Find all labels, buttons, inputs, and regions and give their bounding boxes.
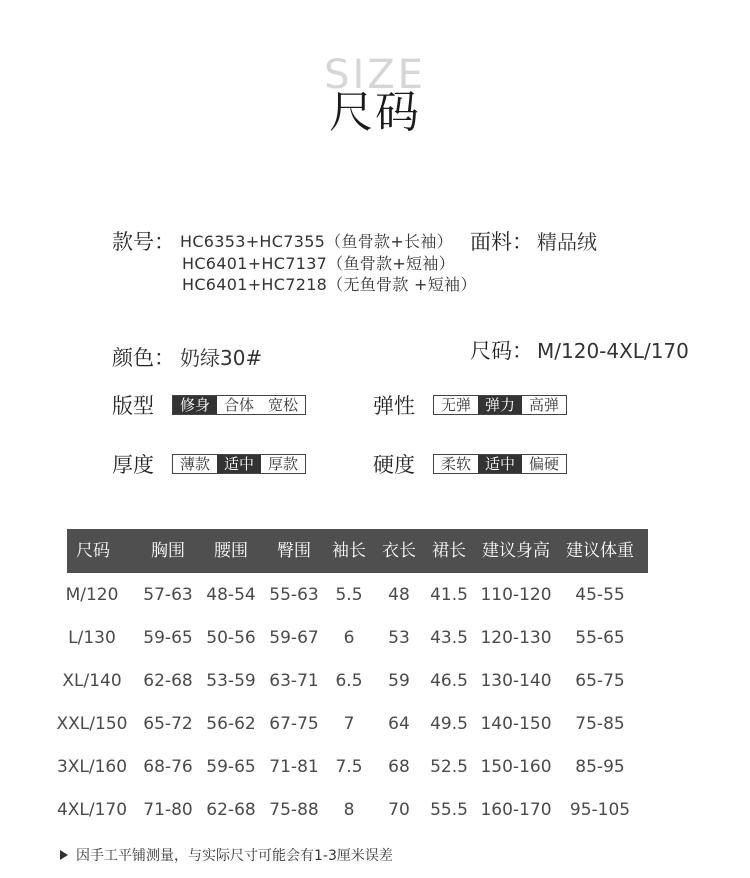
table-row-size: XXL/150 bbox=[56, 714, 128, 734]
table-cell: 53 bbox=[388, 628, 410, 648]
col-header-size: 尺码 bbox=[76, 541, 110, 561]
col-header-weight: 建议体重 bbox=[566, 541, 634, 561]
table-cell: 59-65 bbox=[143, 628, 193, 648]
thickness-options bbox=[172, 454, 306, 474]
table-cell: 53-59 bbox=[206, 671, 256, 691]
fit-label: 版型 bbox=[112, 394, 154, 418]
table-cell: 67-75 bbox=[269, 714, 319, 734]
table-cell: 41.5 bbox=[430, 585, 468, 605]
table-cell: 6.5 bbox=[335, 671, 363, 691]
table-cell: 120-130 bbox=[480, 628, 552, 648]
table-cell: 8 bbox=[343, 800, 355, 820]
table-cell: 63-71 bbox=[269, 671, 319, 691]
hardness-option-1: 柔软 bbox=[434, 455, 478, 473]
fit-option-2: 合体 bbox=[217, 396, 261, 414]
fit-option-3: 宽松 bbox=[261, 396, 305, 414]
color-value: 奶绿30# bbox=[180, 346, 263, 370]
col-header-hip: 臀围 bbox=[277, 541, 311, 561]
title-en: SIZE bbox=[324, 52, 426, 98]
size-label: 尺码： bbox=[470, 339, 533, 363]
table-row-size: 3XL/160 bbox=[56, 757, 128, 777]
table-cell: 68-76 bbox=[143, 757, 193, 777]
table-cell: 75-85 bbox=[575, 714, 625, 734]
table-cell: 150-160 bbox=[480, 757, 552, 777]
table-cell: 71-81 bbox=[269, 757, 319, 777]
table-cell: 43.5 bbox=[430, 628, 468, 648]
table-cell: 46.5 bbox=[430, 671, 468, 691]
table-cell: 49.5 bbox=[430, 714, 468, 734]
fabric-value: 精品绒 bbox=[537, 230, 597, 254]
table-row-size: L/130 bbox=[68, 628, 116, 648]
style-line-2: HC6401+HC7137（鱼骨款+短袖） bbox=[182, 254, 455, 273]
table-cell: 59 bbox=[388, 671, 410, 691]
elasticity-options bbox=[433, 395, 567, 415]
table-row-size: 4XL/170 bbox=[56, 800, 128, 820]
table-cell: 160-170 bbox=[480, 800, 552, 820]
table-cell: 7 bbox=[343, 714, 355, 734]
table-cell: 110-120 bbox=[480, 585, 552, 605]
color-label: 颜色： bbox=[112, 346, 175, 370]
col-header-height: 建议身高 bbox=[482, 541, 550, 561]
size-table-header bbox=[67, 529, 648, 573]
table-cell: 59-67 bbox=[269, 628, 319, 648]
table-cell: 64 bbox=[388, 714, 410, 734]
table-cell: 52.5 bbox=[430, 757, 468, 777]
elasticity-option-1: 无弹 bbox=[434, 396, 478, 414]
table-cell: 55-65 bbox=[575, 628, 625, 648]
table-cell: 48-54 bbox=[206, 585, 256, 605]
table-cell: 56-62 bbox=[206, 714, 256, 734]
table-cell: 85-95 bbox=[575, 757, 625, 777]
measurement-note bbox=[60, 846, 393, 866]
table-cell: 5.5 bbox=[335, 585, 363, 605]
elasticity-option-2: 弹力 bbox=[478, 396, 522, 414]
fit-options bbox=[172, 395, 306, 415]
col-header-sleeve: 袖长 bbox=[332, 541, 366, 561]
table-cell: 7.5 bbox=[335, 757, 363, 777]
hardness-option-3: 偏硬 bbox=[522, 455, 566, 473]
thickness-option-2: 适中 bbox=[217, 455, 261, 473]
table-cell: 50-56 bbox=[206, 628, 256, 648]
table-cell: 70 bbox=[388, 800, 410, 820]
style-line-1: HC6353+HC7355（鱼骨款+长袖） bbox=[180, 232, 453, 251]
elasticity-option-3: 高弹 bbox=[522, 396, 566, 414]
table-cell: 55-63 bbox=[269, 585, 319, 605]
table-cell: 59-65 bbox=[206, 757, 256, 777]
col-header-waist: 腰围 bbox=[214, 541, 248, 561]
title-cn: 尺码 bbox=[329, 87, 421, 138]
hardness-options bbox=[433, 454, 567, 474]
style-label: 款号： bbox=[112, 230, 175, 254]
hardness-option-2: 适中 bbox=[478, 455, 522, 473]
measurement-note-text: 因手工平铺测量，与实际尺寸可能会有1-3厘米误差 bbox=[76, 848, 393, 864]
table-cell: 62-68 bbox=[206, 800, 256, 820]
table-row-size: XL/140 bbox=[62, 671, 122, 691]
hardness-label: 硬度 bbox=[373, 453, 415, 477]
table-cell: 140-150 bbox=[480, 714, 552, 734]
table-cell: 68 bbox=[388, 757, 410, 777]
thickness-label: 厚度 bbox=[112, 453, 154, 477]
table-cell: 65-72 bbox=[143, 714, 193, 734]
elasticity-label: 弹性 bbox=[373, 394, 415, 418]
table-cell: 45-55 bbox=[575, 585, 625, 605]
table-cell: 95-105 bbox=[569, 800, 631, 820]
fit-option-1: 修身 bbox=[173, 396, 217, 414]
table-cell: 65-75 bbox=[575, 671, 625, 691]
table-cell: 62-68 bbox=[143, 671, 193, 691]
table-cell: 55.5 bbox=[430, 800, 468, 820]
thickness-option-1: 薄款 bbox=[173, 455, 217, 473]
table-row-size: M/120 bbox=[65, 585, 119, 605]
table-cell: 48 bbox=[388, 585, 410, 605]
style-line-3: HC6401+HC7218（无鱼骨款 +短袖） bbox=[182, 275, 477, 294]
col-header-skirt: 裙长 bbox=[432, 541, 466, 561]
table-cell: 130-140 bbox=[480, 671, 552, 691]
fabric-label: 面料： bbox=[470, 230, 533, 254]
table-cell: 75-88 bbox=[269, 800, 319, 820]
table-cell: 6 bbox=[343, 628, 355, 648]
col-header-bust: 胸围 bbox=[151, 541, 185, 561]
triangle-bullet-icon bbox=[60, 850, 68, 860]
table-cell: 57-63 bbox=[143, 585, 193, 605]
col-header-length: 衣长 bbox=[382, 541, 416, 561]
table-cell: 71-80 bbox=[143, 800, 193, 820]
size-value: M/120-4XL/170 bbox=[537, 339, 689, 363]
thickness-option-3: 厚款 bbox=[261, 455, 305, 473]
